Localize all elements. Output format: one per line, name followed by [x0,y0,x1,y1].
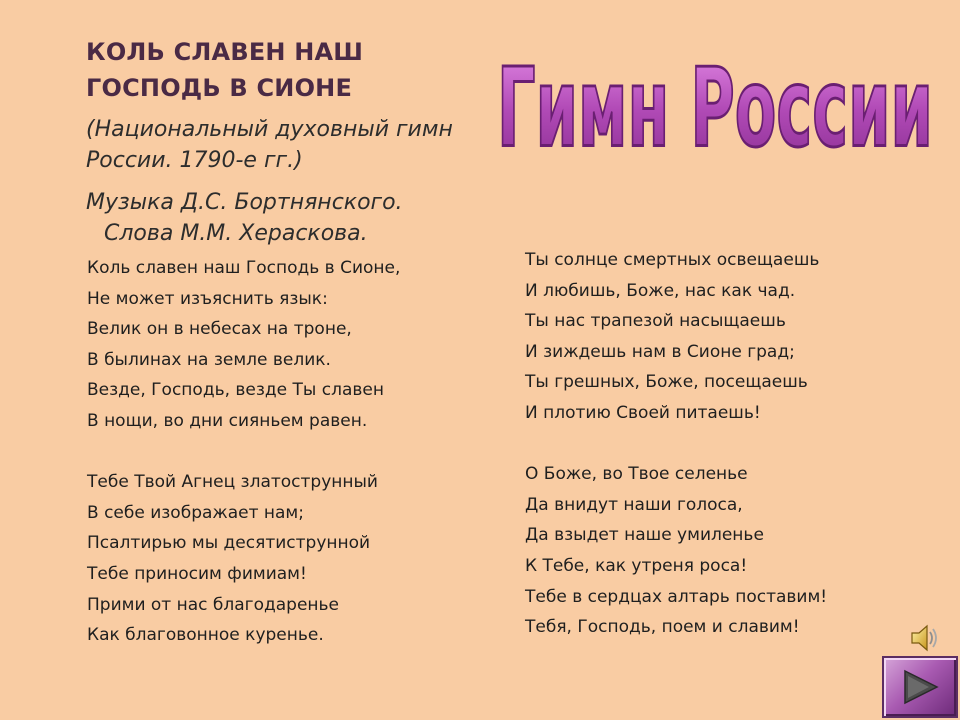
verse-line: Псалтирью мы десятиструнной [87,533,371,554]
lyrics-credit: Слова М.М. Хераскова. [104,221,368,246]
verse-line: Ты солнце смертных освещаешь [525,250,820,270]
verse-line: Не может изъяснить язык: [87,288,328,309]
play-icon [899,667,941,707]
slide-subtitle [86,114,486,176]
subtitle-line: России. 1790-е гг.) [86,148,303,173]
title-line: ГОСПОДЬ В СИОНЕ [86,74,353,102]
verse-line: Тебя, Господь, поем и славим! [525,617,800,638]
verse-line: Тебе приносим фимиам! [87,563,307,584]
subtitle-line: (Национальный духовный гимн [86,117,453,142]
slide-title [86,34,466,106]
verse-line: В былинах на земле велик. [87,349,331,370]
verse-line: В себе изображает нам; [87,502,304,523]
verse-line: Ты нас трапезой насыщаешь [525,311,786,332]
verse-line: О Боже, во Твое селенье [525,464,748,485]
verse-line: Везде, Господь, везде Ты славен [87,380,384,401]
verse-line: Прими от нас благодаренье [87,594,340,615]
verse-line: Ты грешных, Боже, посещаешь [525,372,808,393]
verse-line: Да взыдет наше умиленье [525,525,764,546]
verse-line: И любишь, Боже, нас как чад. [525,280,796,301]
verse-line: Велик он в небесах на троне, [87,319,352,340]
verse-line: К Тебе, как утреня роса! [525,555,748,576]
verse-line: Да внидут наши голоса, [525,494,743,515]
title-line: КОЛЬ СЛАВЕН НАШ [86,38,364,66]
verse-line: Как благовонное куренье. [87,625,324,646]
stanza-gap [87,437,400,468]
stanza-gap [525,429,827,460]
wordart-title [490,32,940,172]
verse-line: И плотию Своей питаешь! [525,402,761,423]
left-verse-column [87,253,400,651]
right-verse-column [525,245,827,643]
wordart-text: Гимн России [497,45,933,172]
verse-line: В нощи, во дни сияньем равен. [87,410,368,431]
music-credit: Музыка Д.С. Бортнянского. [86,190,403,215]
credits [86,187,486,249]
verse-line: Тебе Твой Агнец златострунный [87,472,378,493]
verse-line: Коль славен наш Господь в Сионе, [87,258,401,278]
play-button[interactable] [882,656,958,718]
verse-line: Тебе в сердцах алтарь поставим! [525,586,828,607]
speaker-icon[interactable] [908,621,942,655]
verse-line: И зиждешь нам в Сионе град; [525,341,795,362]
